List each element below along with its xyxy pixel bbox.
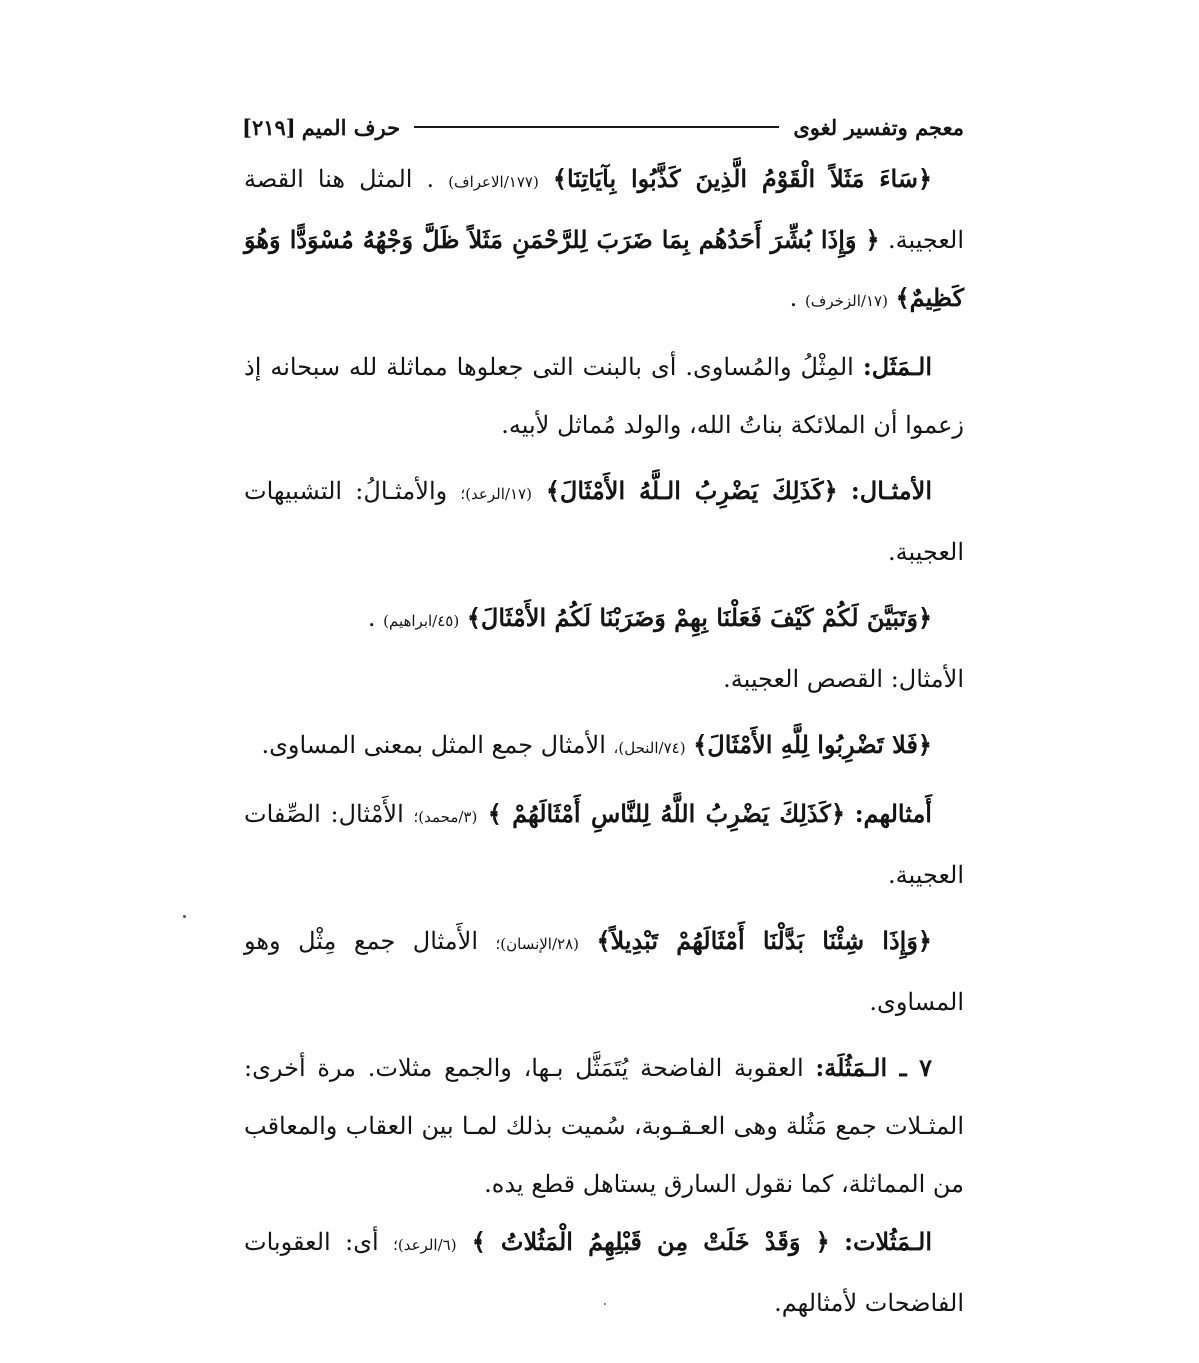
entry-text: العقوبة الفاضحة يُتَمَثَّل بـها، والجمع مثلات. مرة أخرى: المثـلات جمع مَثُلة وهى العـقـوبة، سُميت بذلك لمـا بين العقاب والمعاقب من المماثلة، كما نقول السارق يستاهل قطع يده. bbox=[244, 1054, 964, 1198]
verse-nahl bbox=[244, 716, 964, 777]
entry-term: الـمَثَل: bbox=[862, 352, 932, 381]
quran-verse: ﴿وَإِذَا شِئْنَا بَدَّلْنَا أَمْثَالَهُمْ تَبْدِيلاً﴾ bbox=[596, 926, 932, 955]
entry-term: أَمثالهم: bbox=[854, 799, 932, 828]
quran-verse: ﴿ وَإِذَا بُشِّرَ أَحَدُهُم بِمَا ضَرَبَ لِلرَّحْمَنِ مَثَلاً ظَلَّ وَجْهُهُ مُسْوَدًّا وَهُوَ كَظِيمٌ﴾ bbox=[244, 225, 964, 312]
entry-text: والأمثـالُ: التشبيهات العجيبة. bbox=[244, 477, 964, 566]
entry-term: ٧ ـ الـمَثُلَة: bbox=[815, 1053, 932, 1082]
section-title: حرف الميم bbox=[301, 114, 401, 140]
quran-verse: ﴿سَاءَ مَثَلاً الْقَوْمُ الَّذِينَ كَذَّبُوا بِآيَاتِنَا﴾ bbox=[552, 164, 932, 193]
entry-al-mathula bbox=[244, 1039, 964, 1213]
paragraph-text: الأَمثال جمع مِثْل وهو المساوى. bbox=[244, 927, 964, 1016]
verse-reference: (٣/محمد)؛ bbox=[413, 808, 478, 826]
scan-speck bbox=[183, 915, 186, 918]
scan-speck bbox=[604, 1303, 606, 1305]
paragraph-masal-story bbox=[244, 150, 964, 330]
verse-reference: (٢٨/الإنسان)؛ bbox=[495, 935, 580, 953]
verse-reference: (١٧/الزخرف) bbox=[804, 292, 888, 310]
quran-verse: ﴿وَتَبَيَّنَ لَكُمْ كَيْفَ فَعَلْنَا بِهِمْ وَضَرَبْنَا لَكُمُ الأَمْثَالَ﴾ bbox=[466, 603, 932, 632]
verse-reference: (١٧/الرعد)؛ bbox=[460, 485, 532, 503]
amthal-stories-line bbox=[244, 650, 964, 708]
paragraph-text: . bbox=[789, 284, 798, 312]
header-rule bbox=[414, 126, 779, 128]
entry-text: المِثْلُ والمُساوى. أى بالبنت التى جعلوها مماثلة لله سبحانه إذ زعموا أن الملائكة بناتُ الله، والولد مُماثل لأبيه. bbox=[244, 353, 964, 439]
verse-reference: (١٧٧/الاعراف) bbox=[448, 173, 539, 191]
entry-term: الأمثـال: bbox=[850, 476, 933, 505]
entry-al-mathulat bbox=[244, 1213, 964, 1332]
quran-verse: ﴿فَلا تَضْرِبُوا لِلَّهِ الأَمْثَالَ﴾ bbox=[693, 730, 932, 759]
entry-al-amthal bbox=[244, 462, 964, 581]
verse-reference: (٦/الرعد)؛ bbox=[393, 1236, 457, 1254]
verse-insan bbox=[244, 912, 964, 1031]
entry-amthalihim bbox=[244, 785, 964, 904]
paragraph-text: . bbox=[367, 604, 376, 632]
book-title: معجم وتفسير لغوى bbox=[793, 114, 964, 140]
verse-ibrahim bbox=[244, 589, 964, 650]
quran-verse: ﴿ وَقَدْ خَلَتْ مِن قَبْلِهِمُ الْمَثُلاتُ ﴾ bbox=[456, 1227, 830, 1256]
page-body bbox=[244, 150, 964, 1340]
paragraph-text: الأمثال: القصص العجيبة. bbox=[723, 665, 964, 693]
paragraph-text: الأمثال جمع المثل بمعنى المساوى. bbox=[261, 731, 606, 759]
quran-verse: ﴿كَذَلِكَ يَضْرِبُ الـلَّهُ الأَمْثَالَ﴾ bbox=[531, 476, 838, 505]
verse-reference: (٤٥/ابراهيم) bbox=[383, 612, 460, 630]
entry-term: الـمَثُلات: bbox=[844, 1227, 932, 1256]
quran-verse: ﴿كَذَلِكَ يَضْرِبُ اللَّهُ لِلنَّاسِ أَمْثَالَهُمْ ﴾ bbox=[477, 799, 846, 828]
running-header bbox=[242, 112, 964, 142]
entry-al-mathal bbox=[244, 338, 964, 454]
entry-text: الأَمْثال: الصِّفات العجيبة. bbox=[244, 800, 964, 889]
verse-reference: (٧٤/النحل)، bbox=[613, 739, 686, 757]
entry-text: أى: العقوبات الفاضحات لأمثالهم. bbox=[244, 1228, 964, 1317]
page-number: [٢١٩] bbox=[242, 114, 296, 140]
paragraph-text: . المثل هنا القصة العجيبة. bbox=[244, 165, 964, 254]
